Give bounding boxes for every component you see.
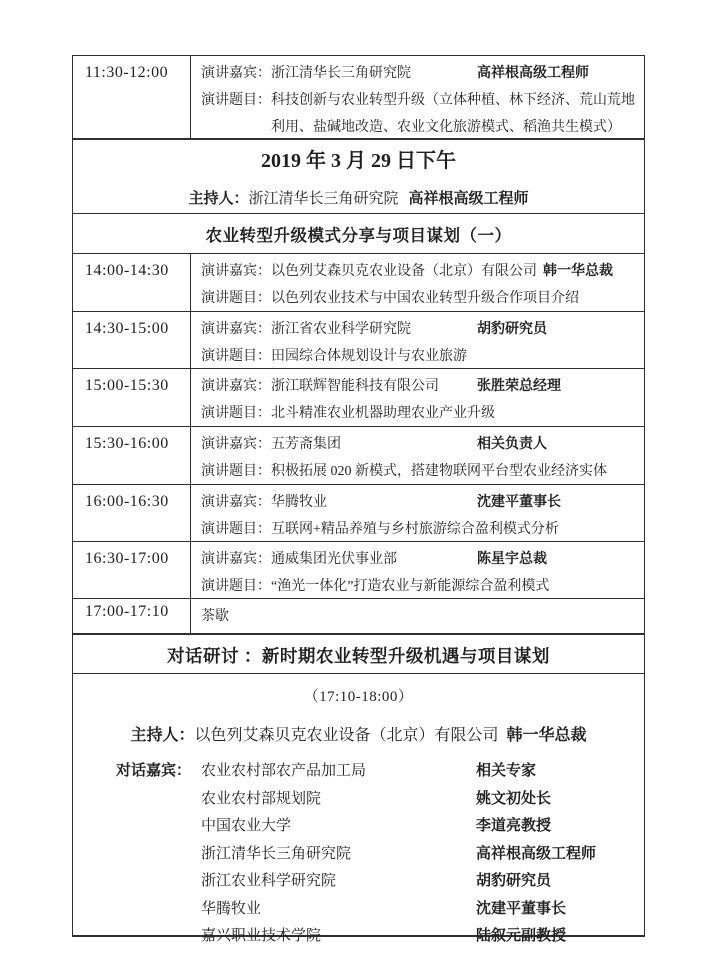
moderator-org: 浙江清华长三角研究院 (248, 191, 399, 207)
speaker-name: 相关负责人 (477, 437, 547, 452)
session-content (191, 56, 644, 138)
moderator-name: 韩一华总裁 (506, 727, 587, 744)
time-cell (73, 599, 191, 633)
session-content (191, 485, 644, 541)
speaker-org: 浙江清华长三角研究院 (271, 66, 411, 81)
guest-label: 演讲嘉宾： (201, 322, 271, 337)
topic-line (201, 285, 636, 312)
guest-line (201, 489, 636, 516)
moderator-org: 以色列艾森贝克农业设备（北京）有限公司 (194, 727, 499, 744)
dialog-title: 对话研讨 ：新时期农业转型升级机遇与项目谋划 (167, 646, 550, 666)
spacer (116, 868, 201, 896)
guest-label: 演讲嘉宾： (201, 437, 271, 452)
time-label: 14:30-15:00 (85, 320, 169, 337)
session-content (191, 312, 644, 368)
topic-line (201, 400, 636, 427)
guest-name: 姚文初处长 (476, 790, 552, 807)
guest-org: 浙江清华长三角研究院 (201, 845, 352, 862)
guest-org: 中国农业大学 (201, 818, 292, 834)
spacer (116, 841, 201, 869)
time-cell (73, 312, 191, 368)
topic-label: 演讲题目： (201, 349, 271, 364)
agenda-table (72, 55, 645, 944)
spacer (116, 786, 201, 814)
session-content (191, 427, 644, 484)
topic-text: 北斗精准农业机器助理农业产业升级 (271, 406, 495, 421)
topic-text: 以色列农业技术与中国农业转型升级合作项目介绍 (271, 291, 579, 306)
session-row (73, 541, 644, 598)
guest-org: 农业农村部农产品加工局 (201, 763, 367, 779)
guest-org: 华腾牧业 (201, 900, 262, 917)
dialog-body (73, 674, 644, 944)
guest-name: 沈建平董事长 (476, 900, 567, 917)
guest-line (201, 546, 636, 573)
tea-break-label: 茶歇 (201, 609, 229, 624)
guest-name: 胡豹研究员 (476, 873, 552, 889)
topic-line (201, 343, 636, 370)
topic-label: 演讲题目： (201, 406, 271, 421)
speaker-org: 华腾牧业 (271, 495, 327, 510)
speaker-org: 浙江省农业科学研究院 (271, 322, 411, 337)
session-row-1130 (73, 56, 644, 138)
guest-line (201, 431, 636, 458)
topic-text: 科技创新与农业转型升级（立体种植、林下经济、荒山荒地利用、盐碱地改造、农业文化旅游模式、稻渔共生模式） (271, 93, 635, 135)
dialog-moderator-line (73, 724, 644, 748)
guest-line (201, 60, 636, 87)
time-label: 16:00-16:30 (85, 493, 169, 510)
guest-line (201, 258, 636, 285)
dialog-body-row (73, 673, 644, 944)
speaker-org: 以色列艾森贝克农业设备（北京）有限公司 (271, 264, 537, 279)
date-title: 2019 年 3 月 29 日下午 (261, 150, 456, 172)
time-label: 17:00-17:10 (85, 603, 169, 620)
dialog-time: （17:10-18:00） (303, 689, 414, 705)
guest-line (201, 373, 636, 400)
speaker-name: 沈建平董事长 (477, 495, 561, 510)
topic-text: 互联网+精品养殖与乡村旅游综合盈利模式分析 (271, 522, 559, 537)
speaker-name: 韩一华总裁 (543, 264, 613, 279)
guest-label: 演讲嘉宾： (201, 379, 271, 394)
speaker-org: 通威集团光伏事业部 (271, 552, 397, 567)
guest-label: 演讲嘉宾： (201, 264, 271, 279)
topic-text: “渔光一体化”打造农业与新能源综合盈利模式 (271, 579, 550, 594)
session-row (73, 484, 644, 541)
time-cell (73, 427, 191, 484)
time-cell (73, 542, 191, 598)
topic-label: 演讲题目： (201, 93, 271, 108)
topic-label: 演讲题目： (201, 579, 271, 594)
time-label: 16:30-17:00 (85, 550, 169, 567)
topic-line (201, 458, 636, 485)
topic-label: 演讲题目： (201, 291, 271, 306)
speaker-org: 五芳斋集团 (271, 437, 341, 452)
time-cell (73, 254, 191, 311)
spacer (116, 896, 201, 924)
session-row (73, 426, 644, 484)
guest-org: 嘉兴职业技术学院 (201, 928, 322, 944)
speaker-name: 张胜荣总经理 (477, 379, 561, 394)
topic-text: 积极拓展 020 新模式，搭建物联网平台型农业经济实体 (271, 464, 607, 479)
time-cell (73, 56, 191, 138)
guest-line (201, 316, 636, 343)
spacer (116, 923, 201, 951)
topic-label: 演讲题目： (201, 522, 271, 537)
afternoon-header-row (73, 138, 644, 213)
moderator-name: 高祥根高级工程师 (408, 191, 529, 207)
speaker-name: 陈星宇总裁 (477, 552, 547, 567)
dialog-guests-label: 对话嘉宾： (116, 763, 192, 779)
speaker-org: 浙江联辉智能科技有限公司 (271, 379, 439, 394)
dialog-guest-list (116, 758, 644, 951)
guest-name: 李道亮教授 (476, 818, 552, 834)
topic-line (201, 87, 636, 141)
dialog-title-row (73, 633, 644, 673)
section1-title-row (73, 213, 644, 253)
time-label: 15:00-15:30 (85, 377, 169, 394)
topic-label: 演讲题目： (201, 464, 271, 479)
guest-label: 演讲嘉宾： (201, 552, 271, 567)
dialog-title-cell (73, 635, 644, 673)
spacer (116, 813, 201, 841)
guest-name: 陆叙元副教授 (476, 928, 567, 944)
time-label: 15:30-16:00 (85, 435, 169, 452)
session-row (73, 368, 644, 426)
guest-org: 农业农村部规划院 (201, 790, 322, 807)
section1-title-cell (73, 214, 644, 253)
topic-line (201, 573, 636, 600)
tea-break-row (73, 598, 644, 633)
session-content (191, 369, 644, 426)
session-row (73, 253, 644, 311)
time-label: 14:00-14:30 (85, 262, 169, 279)
moderator-label: 主持人： (188, 191, 249, 207)
tea-break-content (191, 599, 644, 633)
time-label: 11:30-12:00 (85, 64, 169, 81)
time-cell (73, 485, 191, 541)
session-row (73, 311, 644, 368)
afternoon-moderator-line (73, 187, 644, 211)
topic-line (201, 516, 636, 543)
section1-title: 农业转型升级模式分享与项目谋划（一） (205, 226, 512, 245)
moderator-label: 主持人： (130, 727, 195, 744)
guest-label: 演讲嘉宾： (201, 495, 271, 510)
speaker-name: 胡豹研究员 (477, 322, 547, 337)
speaker-name: 高祥根高级工程师 (477, 66, 589, 81)
guest-label: 演讲嘉宾： (201, 66, 271, 81)
session-content (191, 254, 644, 311)
guest-name: 高祥根高级工程师 (476, 845, 597, 862)
session-content (191, 542, 644, 598)
guest-name: 相关专家 (476, 763, 537, 779)
afternoon-header (73, 140, 644, 213)
guest-org: 浙江农业科学研究院 (201, 873, 337, 889)
time-cell (73, 369, 191, 426)
topic-text: 田园综合体规划设计与农业旅游 (271, 349, 467, 364)
